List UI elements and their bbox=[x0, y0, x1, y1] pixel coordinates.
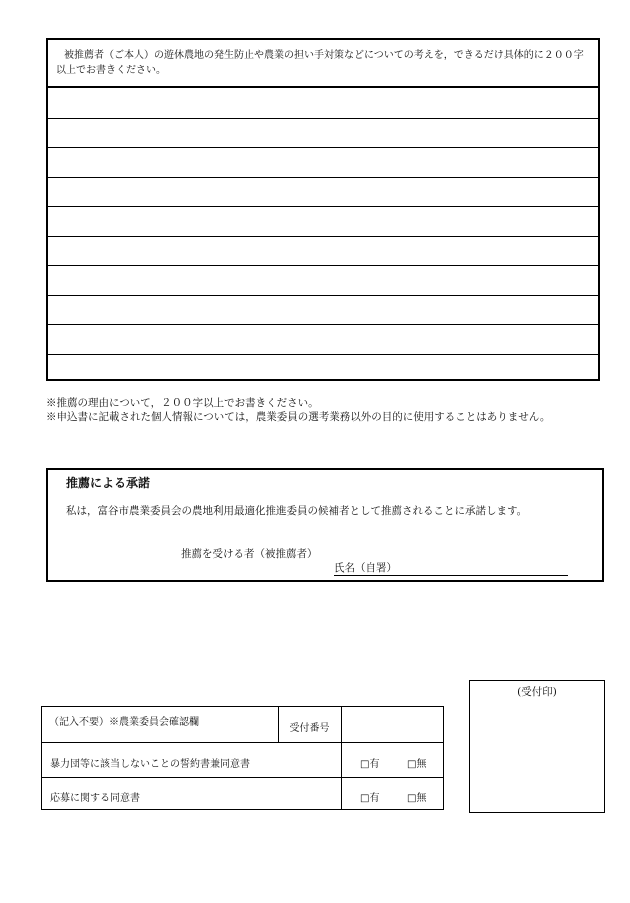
pledge-no-checkbox[interactable]: □無 bbox=[407, 759, 427, 770]
writing-line bbox=[48, 206, 598, 207]
stamp-label: (受付印) bbox=[517, 686, 557, 698]
consent-box bbox=[46, 468, 604, 582]
nominee-label: 推薦を受ける者（被推薦者） bbox=[181, 548, 318, 560]
signature-field[interactable] bbox=[334, 559, 568, 576]
writing-line bbox=[48, 118, 598, 119]
writing-line bbox=[48, 324, 598, 325]
reason-note: ※推薦の理由について，２００字以上でお書きください。 bbox=[46, 397, 319, 409]
consent-title: 推薦による承諾 bbox=[66, 476, 151, 490]
confirmation-table bbox=[41, 706, 444, 810]
writing-line bbox=[48, 354, 598, 355]
privacy-note: ※申込書に記載された個人情報については，農業委員の選考業務以外の目的に使用することはありません。 bbox=[46, 411, 551, 423]
pledge-row-label: 暴力団等に該当しないことの誓約書兼同意書 bbox=[50, 759, 250, 770]
table-divider bbox=[341, 707, 342, 810]
writing-line bbox=[48, 265, 598, 266]
writing-line bbox=[48, 236, 598, 237]
receipt-number-label: 受付番号 bbox=[289, 723, 330, 734]
reception-stamp-box bbox=[469, 680, 605, 813]
application-consent-no-checkbox[interactable]: □無 bbox=[407, 793, 427, 804]
table-divider bbox=[42, 742, 443, 743]
application-consent-yes-checkbox[interactable]: □有 bbox=[360, 793, 380, 804]
confirmation-caption: （記入不要）※農業委員会確認欄 bbox=[49, 717, 199, 728]
writing-line bbox=[48, 295, 598, 296]
consent-statement: 私は，富谷市農業委員会の農地利用最適化推進委員の候補者として推薦されることに承諾します。 bbox=[66, 505, 528, 517]
writing-line bbox=[48, 177, 598, 178]
application-consent-row-label: 応募に関する同意書 bbox=[50, 793, 140, 804]
pledge-yes-checkbox[interactable]: □有 bbox=[360, 759, 380, 770]
opinion-box bbox=[46, 38, 600, 381]
opinion-prompt: 被推薦者（ご本人）の遊休農地の発生防止や農業の担い手対策などについての考えを，できるだけ具体的に２００字以上でお書きください。 bbox=[48, 40, 598, 88]
signature-label: 氏名（自署） bbox=[334, 562, 397, 574]
table-divider bbox=[42, 777, 443, 778]
writing-line bbox=[48, 147, 598, 148]
